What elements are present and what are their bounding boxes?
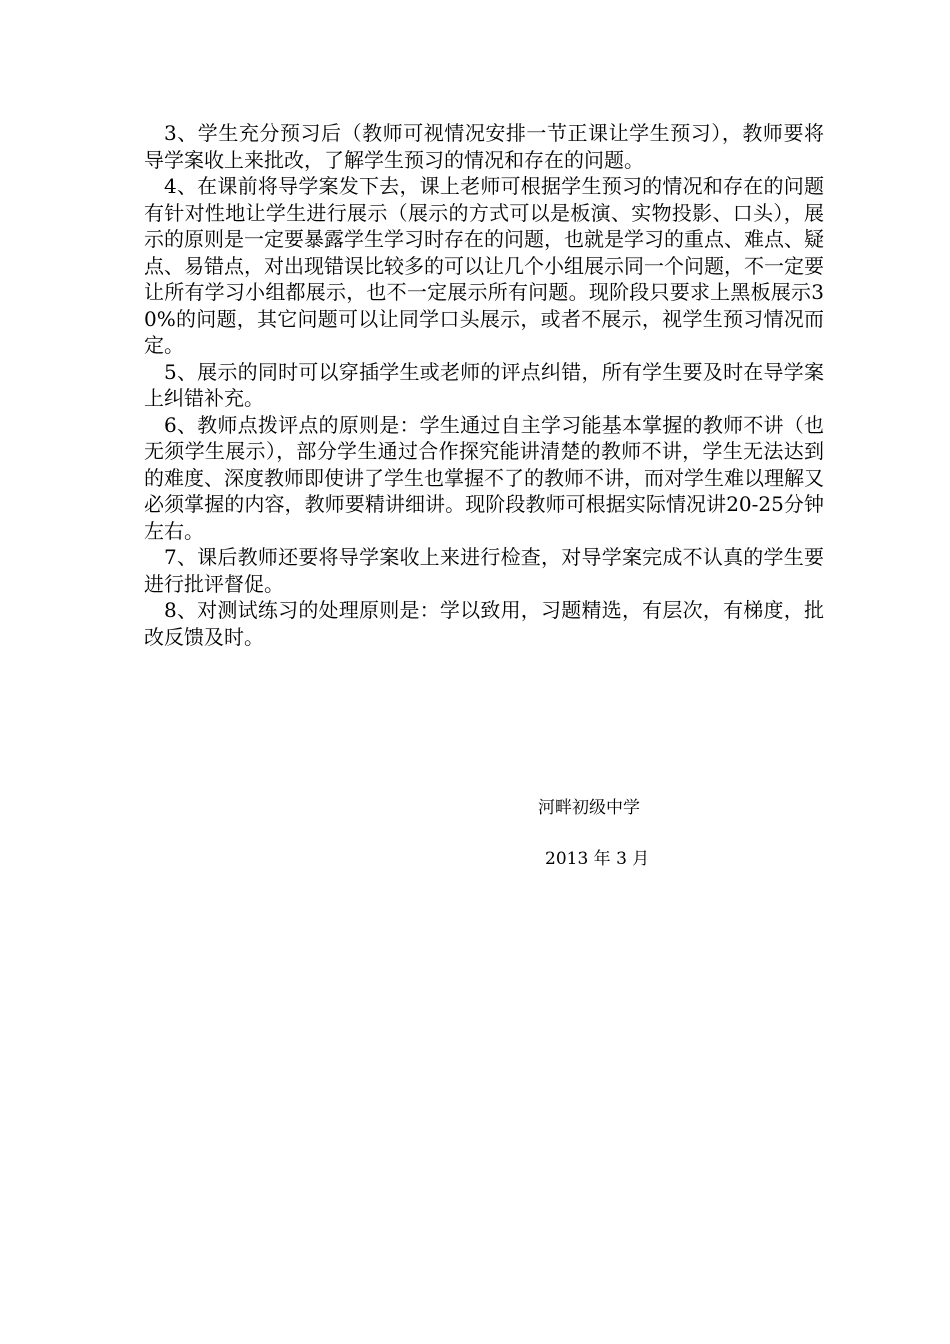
paragraph-5: 5、展示的同时可以穿插学生或老师的评点纠错，所有学生要及时在导学案上纠错补充。 (144, 359, 824, 410)
paragraph-8: 8、对测试练习的处理原则是：学以致用，习题精选，有层次，有梯度，批改反馈及时。 (144, 598, 824, 649)
paragraph-6: 6、教师点拨评点的原则是：学生通过自主学习能基本掌握的教师不讲（也无须学生展示），部分学生通过合作探究能讲清楚的教师不讲，学生无法达到的难度、深度教师即使讲了学生也掌握不了的教师不讲，而对学生难以理解又必须掌握的内容，教师要精讲细讲。现阶段教师可根据实际情况讲20-25分钟左右。 (144, 412, 824, 543)
signature-date: 2013 年 3 月 (545, 849, 650, 869)
paragraph-4: 4、在课前将导学案发下去，课上老师可根据学生预习的情况和存在的问题有针对性地让学生进行展示（展示的方式可以是板演、实物投影、口头），展示的原则是一定要暴露学生学习时存在的问题，也就是学习的重点、难点、疑点、易错点，对出现错误比较多的可以让几个小组展示同一个问题，不一定要让所有学习小组都展示，也不一定展示所有问题。现阶段只要求上黑板展示30%的问题，其它问题可以让同学口头展示，或者不展示，视学生预习情况而定。 (144, 174, 824, 357)
signature-school: 河畔初级中学 (538, 798, 640, 818)
document-body (144, 120, 824, 650)
paragraph-7: 7、课后教师还要将导学案收上来进行检查，对导学案完成不认真的学生要进行批评督促。 (144, 545, 824, 596)
paragraph-3: 3、学生充分预习后（教师可视情况安排一节正课让学生预习），教师要将导学案收上来批改，了解学生预习的情况和存在的问题。 (144, 121, 824, 172)
